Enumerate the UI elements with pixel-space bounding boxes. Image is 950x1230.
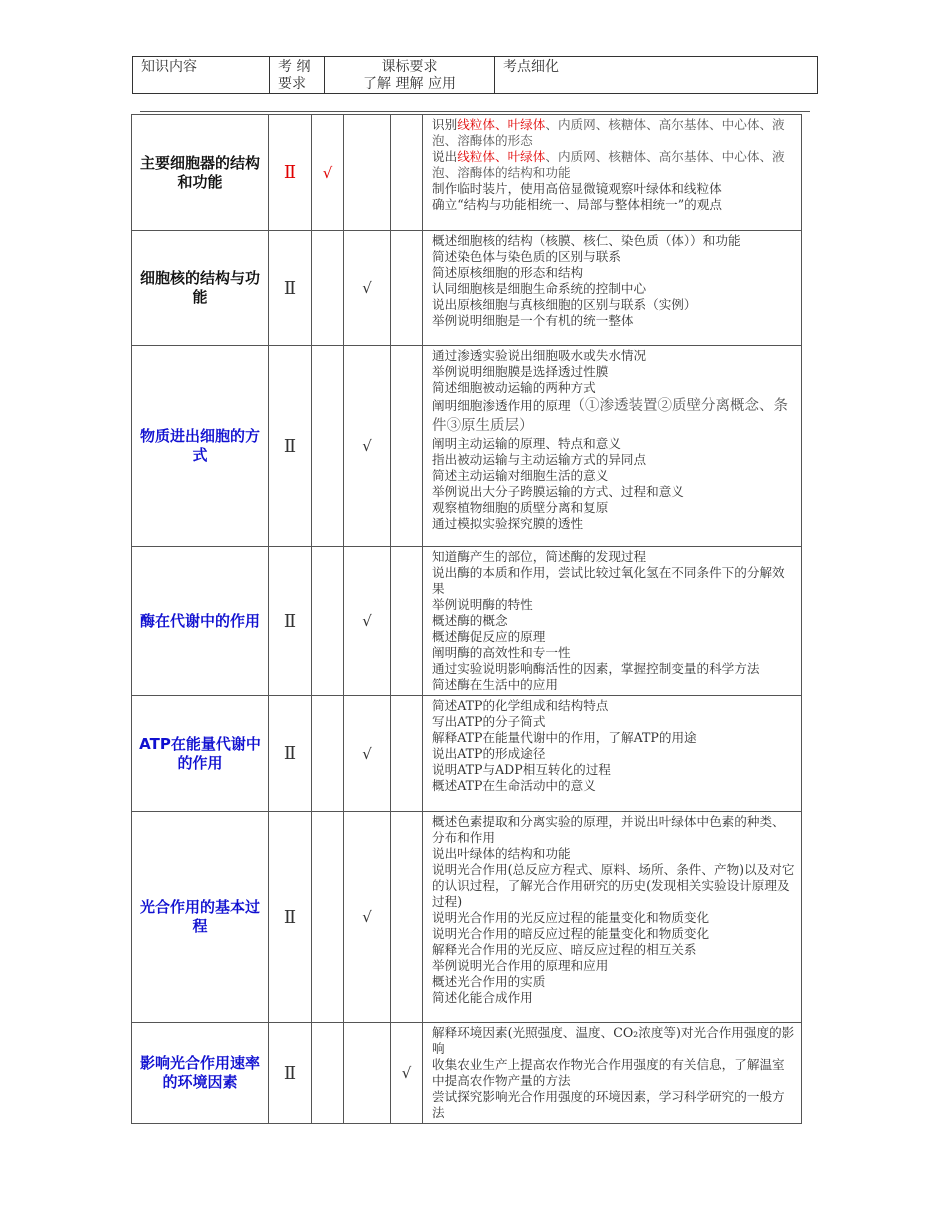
list-item: 说出原核细胞与真核细胞的区别与联系（实例）: [432, 297, 697, 312]
list-item: 识别线粒体、叶绿体、内质网、核糖体、高尔基体、中心体、液泡、溶酶体的形态: [432, 117, 785, 148]
exam-level: Ⅱ: [269, 115, 312, 231]
check-apply: [391, 812, 423, 1023]
exam-level: Ⅱ: [269, 231, 312, 346]
check-comprehend: √: [344, 696, 391, 812]
list-item: 举例说出大分子跨膜运输的方式、过程和意义: [432, 484, 684, 499]
table-row: [132, 1023, 802, 1124]
header-label: 考点细化: [503, 59, 559, 75]
exam-level: Ⅱ: [269, 812, 312, 1023]
list-item: 说出ATP的形成途径: [432, 746, 546, 761]
header-label: 了解 理解 应用: [363, 76, 456, 92]
list-item: 知道酶产生的部位，简述酶的发现过程: [432, 549, 647, 564]
list-item: 通过模拟实验探究膜的透性: [432, 516, 584, 531]
list-item: 通过实验说明影响酶活性的因素，掌握控制变量的科学方法: [432, 661, 760, 676]
list-item: 收集农业生产上提高农作物光合作用强度的有关信息，了解温室中提高农作物产量的方法: [432, 1057, 785, 1088]
header-label: 要求: [278, 76, 306, 92]
list-item: 说明光合作用(总反应方程式、原料、场所、条件、产物)以及对它的认识过程，了解光合作用研究的历史(发现相关实验设计原理及过程): [432, 862, 795, 909]
list-item: 解释光合作用的光反应、暗反应过程的相互关系: [432, 942, 697, 957]
check-understand: [312, 696, 344, 812]
list-item: 简述细胞被动运输的两种方式: [432, 380, 596, 395]
list-item: 概述光合作用的实质: [432, 974, 546, 989]
list-item: 简述化能合成作用: [432, 990, 533, 1005]
topic-title: 酶在代谢中的作用: [132, 547, 269, 696]
exam-level: Ⅱ: [269, 547, 312, 696]
table-row: [132, 547, 802, 696]
separator-line: [140, 111, 810, 112]
list-item: 概述细胞核的结构（核膜、核仁、染色质（体））和功能: [432, 233, 741, 248]
exam-points: [423, 696, 802, 812]
list-item: 尝试探究影响光合作用强度的环境因素，学习科学研究的一般方法: [432, 1089, 785, 1120]
check-apply: [391, 696, 423, 812]
list-item: 解释环境因素(光照强度、温度、CO₂浓度等)对光合作用强度的影响: [432, 1025, 795, 1056]
header-exam-requirement: [270, 57, 325, 93]
topic-title: 光合作用的基本过程: [132, 812, 269, 1023]
list-item: 写出ATP的分子简式: [432, 714, 546, 729]
list-item: 概述酶的概念: [432, 613, 508, 628]
header-knowledge-content: [133, 57, 270, 93]
check-comprehend: √: [344, 547, 391, 696]
list-item: 简述主动运输对细胞生活的意义: [432, 468, 609, 483]
topic-title: 影响光合作用速率的环境因素: [132, 1023, 269, 1124]
table-row: [132, 231, 802, 346]
check-understand: [312, 231, 344, 346]
check-apply: [391, 346, 423, 547]
list-item: 说出叶绿体的结构和功能: [432, 846, 571, 861]
list-item: 观察植物细胞的质壁分离和复原: [432, 500, 609, 515]
check-understand: [312, 812, 344, 1023]
list-item: 阐明主动运输的原理、特点和意义: [432, 436, 621, 451]
list-item: 概述酶促反应的原理: [432, 629, 546, 644]
list-item: 说明ATP与ADP相互转化的过程: [432, 762, 611, 777]
list-item: 说出线粒体、叶绿体、内质网、核糖体、高尔基体、中心体、液泡、溶酶体的结构和功能: [432, 149, 785, 180]
check-apply: [391, 547, 423, 696]
list-item: 简述染色体与染色质的区别与联系: [432, 249, 621, 264]
list-item: 阐明细胞渗透作用的原理（①渗透装置②质壁分离概念、条件③原生质层）: [432, 398, 789, 434]
list-item: 说出酶的本质和作用，尝试比较过氧化氢在不同条件下的分解效果: [432, 565, 785, 596]
list-item: 通过渗透实验说出细胞吸水或失水情况: [432, 348, 647, 363]
table-row: [132, 115, 802, 231]
check-understand: √: [312, 115, 344, 231]
check-comprehend: √: [344, 346, 391, 547]
check-apply: √: [391, 1023, 423, 1124]
exam-points: [423, 346, 802, 547]
exam-level: Ⅱ: [269, 1023, 312, 1124]
header-exam-points: [495, 57, 817, 93]
list-item: 简述ATP的化学组成和结构特点: [432, 698, 609, 713]
header-label: 考 纲: [278, 59, 311, 75]
exam-points: [423, 115, 802, 231]
check-understand: [312, 1023, 344, 1124]
list-item: 解释ATP在能量代谢中的作用，了解ATP的用途: [432, 730, 697, 745]
exam-points: [423, 1023, 802, 1124]
list-item: 认同细胞核是细胞生命系统的控制中心: [432, 281, 647, 296]
topic-title: 物质进出细胞的方式: [132, 346, 269, 547]
list-item: 举例说明酶的特性: [432, 597, 533, 612]
topic-title: ATP在能量代谢中的作用: [132, 696, 269, 812]
list-item: 说明光合作用的光反应过程的能量变化和物质变化: [432, 910, 710, 925]
exam-level: Ⅱ: [269, 346, 312, 547]
list-item: 制作临时装片，使用高倍显微镜观察叶绿体和线粒体: [432, 181, 722, 196]
exam-level: Ⅱ: [269, 696, 312, 812]
table-row: [132, 812, 802, 1023]
list-item: 举例说明细胞是一个有机的统一整体: [432, 313, 634, 328]
content-table: [131, 114, 802, 1124]
header-label: 课标要求: [381, 59, 438, 75]
check-understand: [312, 346, 344, 547]
list-item: 简述酶在生活中的应用: [432, 677, 558, 692]
header-label: 知识内容: [141, 59, 197, 75]
check-apply: [391, 231, 423, 346]
exam-points: [423, 547, 802, 696]
check-comprehend: [344, 115, 391, 231]
check-comprehend: √: [344, 812, 391, 1023]
topic-title: 细胞核的结构与功能: [132, 231, 269, 346]
table-row: [132, 346, 802, 547]
list-item: 概述ATP在生命活动中的意义: [432, 778, 596, 793]
check-comprehend: [344, 1023, 391, 1124]
exam-points: [423, 231, 802, 346]
list-item: 阐明酶的高效性和专一性: [432, 645, 571, 660]
exam-points: [423, 812, 802, 1023]
list-item: 指出被动运输与主动运输方式的异同点: [432, 452, 647, 467]
list-item: 概述色素提取和分离实验的原理，并说出叶绿体中色素的种类、分布和作用: [432, 814, 785, 845]
list-item: 确立“结构与功能相统一、局部与整体相统一”的观点: [432, 197, 722, 212]
check-understand: [312, 547, 344, 696]
header-curriculum-requirement: [325, 57, 495, 93]
table-row: [132, 696, 802, 812]
topic-title: 主要细胞器的结构和功能: [132, 115, 269, 231]
list-item: 举例说明光合作用的原理和应用: [432, 958, 609, 973]
header-table: [132, 56, 818, 94]
check-apply: [391, 115, 423, 231]
list-item: 举例说明细胞膜是选择透过性膜: [432, 364, 609, 379]
list-item: 说明光合作用的暗反应过程的能量变化和物质变化: [432, 926, 710, 941]
check-comprehend: √: [344, 231, 391, 346]
list-item: 简述原核细胞的形态和结构: [432, 265, 584, 280]
